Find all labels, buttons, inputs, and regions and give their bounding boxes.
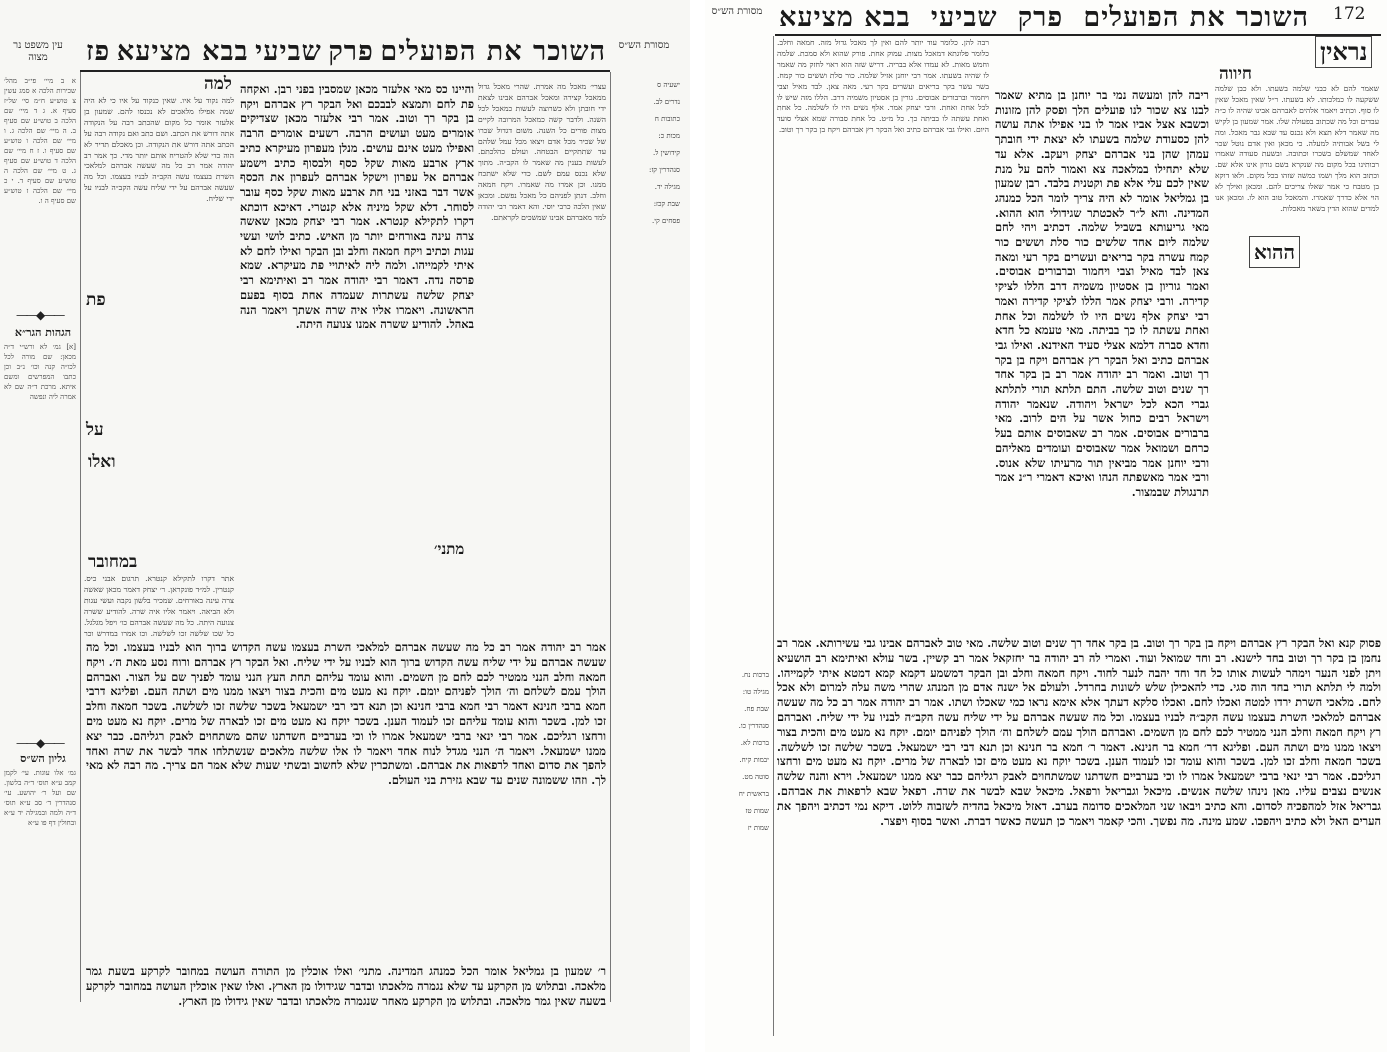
masoret-ref: שבת פח. <box>744 705 769 713</box>
header-chapter-number: שביעי <box>255 36 322 67</box>
tosafot-opening-word: נראין <box>1315 36 1372 68</box>
tosafot-keyword-bamechubar: במחובר <box>88 552 138 572</box>
tosafot-opening-word: למה <box>204 74 232 94</box>
masoret-ref: מכות כ: <box>658 132 680 140</box>
masoret-hashas-label: מסורת הש״ס <box>618 40 670 51</box>
page-header <box>779 2 1309 33</box>
ein-mishpat-label: עין משפט נר מצוה <box>13 40 63 63</box>
header-chapter-name: השוכר את הפועלים <box>1083 2 1309 33</box>
masoret-ref: סנהדרין כו. <box>738 722 769 730</box>
masoret-ref: שמות טז <box>745 807 769 815</box>
gemara-text: ריבה להן ומעשה נמי בר יוחנן בן מתיא שאמר לבנו צא שכור לנו פועלים הלך ופסק להן מזונות וכשבא אצל אביו אמר לו בני אפילו אתה עושה להן כסעודת שלמה בשעתו לא יצאת ידי חובתך עמהן שהן בני אברהם יצחק ויעקב. אלא עד שלא יתחילו במלאכה צא ואמור להם על מנת שאין לכם עלי אלא פת וקטנית בלבד. רבן שמעון בן גמליאל אומר לא היה צריך לומר הכל כמנהג המדינה. והא ל״ר לאכטתר שגידולי הוא ההוא. מאי גריעותא בשביל שלמה. דכתיב ויהי לחם שלמה ליום אחד שלשים כור סלת וששים כור קמח עשרה בקר בריאים ועשרים בקר רעי ומאה צאן לבד מאיל וצבי ויחמור וברבורים אבוסים. ואמר גוריון בן אסטיון משמיה דרב הללו לציקי קדירה. ורבי יצחק אמר הללו לציקי קדירה ואמר רבי יצחק אלף נשים היו לו לשלמה וכל אחת ואחת עשתה לו כך בביתה. מאי טעמא כל חדא וחדא סברה דלמא אצלי סעיד האידנא. ואילו גבי אברהם כתיב ואל הבקר רץ אברהם ויקח בן בקר רך וטוב. ואמר רב יהודה אמר רב בן בקר אחד רך שנים וטוב שלשה. התם תלתא תורי לתלתא גברי הכא לכל ישראל ויהודה. שנאמר יהודה וישראל רבים כחול אשר על הים לרוב. מאי ברבורים אבוסים. אמר רב שאבוסים אותם בעל כרחם ושמואל אמר שאבוסים ועומדים מאליהם ורבי יוחנן אמר מביאין תור מרעיתו שלא אנוס. ורבי אמר מאשפתה הנהו ואיכא דאמרי ר״נ אמר תרנגולת שבמצור. <box>995 88 1209 499</box>
ornament-divider-2: ——◆—— <box>16 736 64 750</box>
page-gutter <box>690 0 705 1052</box>
masoret-ref: נדרים לב. <box>653 98 680 106</box>
mishna-marker: מתני׳ <box>434 540 465 558</box>
masoret-ref: ישעיה ס <box>657 81 680 89</box>
hagahot-title: הגהות הגר״א <box>14 326 72 339</box>
header-rule <box>80 70 610 72</box>
tosafot-keyword-pat: פת <box>86 290 106 310</box>
masoret-ref: שמות יז <box>747 824 769 832</box>
mishna-text: ר׳ שמעון בן גמליאל אומר הכל כמנהג המדינה. מתני׳ ואלו אוכלין מן התורה העושה במחובר לקרקע בשעת גמר מלאכה. ובתלוש מן הקרקע עד שלא נגמרה מלאכתו ובדבר שגידולו מן הארץ. ואלו שאין אוכלין העושה במחובר לקרקע בשעה שאין גמר מלאכה. ובתלוש מן הקרקע מאחר שנגמרה מלאכתו ובדבר שאין גידולו מן הארץ. <box>86 964 606 1008</box>
page-number: 172 <box>1333 4 1366 24</box>
masoret-refs <box>616 80 680 233</box>
masoret-ref: סוטה מט. <box>742 773 769 781</box>
masoret-ref: ברכות לא. <box>740 739 769 747</box>
masoret-ref: ברכות נח. <box>741 671 769 679</box>
column-rule <box>773 36 774 1036</box>
header-tractate: בבא מציעא <box>116 36 249 67</box>
masoret-ref: שבת קכז: <box>653 200 680 208</box>
rashi-column: עצרי׳ מאכל מה אמרת. שהרי מאכל גדול ממאכל קצירה ומאכל אברהם אבינו לצאת ידי חובתן ולא כשרוצה לעשות כמאכל לכל השנה. ולדבר קשה כמאכל המרובה לקיים מצות פורים כל השנה. משום דגדול שכרו של שכיר מכל אדם ויצאו מכל עמל שלהם עד שתתקיים הבטחה. ועולם כהלכתם. לעשות בענין מה שאמר לו הקב״ה. מתוך שלא נכנס עמם לשם. כדי שלא ישתכח ממנו. וכן אמרו מה שאמרו. ויקח חמאה וחלב. דנתן לפניהם כל מאכל נפשם. ומכאן שאין הלכה כרבי יוסי. והא דאמר רבי יהודה למד מאברהם אבינו שמשכים לקראתם. <box>478 82 606 222</box>
tosafot-keyword-al: על <box>86 420 104 440</box>
column-rule <box>80 72 81 1002</box>
column-rule <box>610 72 611 1002</box>
masoret-refs <box>707 670 769 840</box>
hagahot-text: [א] גמ׳ לא ורש״י ד״ה מכאן: שם מורה לכל לכו״ה קנה וכו׳ נ״ב וכן כתבו המפרשים ומשם איתא. מרכת ד״ה שם לא אמרה ליה ונפשה <box>4 343 76 401</box>
tosafot-keyword-chavuya: חיווה <box>1219 64 1252 84</box>
masoret-ref: מגילה טו: <box>742 688 769 696</box>
header-perek: פרק <box>1017 2 1064 33</box>
masoret-ref: כתובות ח <box>654 115 680 123</box>
tosafot-column: למה נקוד על איו. שאין כנקוד על איו כי לא היה שמה אפילו מלאכים לא נכנסו להם. שמעון בן אלעזר אומר כל מקום שהכתב רבה על הנקודה אתה דורש את הכתב. ושם כתב ואם נקודה רבה על הכתב אתה דורש את הנקודה. וכן מאכלם תדיר לא הוה כדי שלא להטריח אותם יותר מדי. כך אמר רב יהודה אמר רב כל מה שעשה אברהם למלאכי השרת בעצמו עשה הקב״ה לבניו בעצמו. וכל מה שעשה אברהם על ידי שליח עשה הקב״ה לבניו על ידי שליח. <box>84 96 234 204</box>
header-perek: פרק <box>328 36 374 67</box>
masoret-hashas-label: מסורת הש״ס <box>711 6 763 17</box>
ein-mishpat-text: א ב מיי׳ פי״ב מהל׳ שכירות הלכה א סמג עשין צ טוש״ע ח״מ סי׳ של״ז סעיף א. ג ד מיי׳ שם הלכה ב טוש״ע שם סעיף ב. ה מיי׳ שם הלכה ג. ו מיי׳ שם הלכה ו טוש״ע שם סעיף ו. ז ח מיי׳ שם הלכה ד טוש״ע שם סעיף ג. ט מיי׳ שם הלכה ה טוש״ע שם סעיף ד. י כ מיי׳ שם הלכה ז טוש״ע שם סעיף ה ו. <box>4 77 76 205</box>
masoret-ref: בראשית יח <box>738 790 769 798</box>
gemara-wide-text: פסוק קנא ואל הבקר רץ אברהם ויקח בן בקר רך וטוב. בן בקר אחד רך שנים וטוב שלשה. מאי טוב לאברהם אבינו גבי עשירותא. אמר רב נחמן בן בקר רך וטוב בחד לישנא. רב וחד שמואל ועוד. ואמרי לה רב יהודה בר יחזקאל אמר רב קשיין. בשר עולא ואיתימא רב הושעיא ויתן לפני הנער וימהר לעשות אותו כל חד וחד יהבה לנער לחוד. ויקח חמאה וחלב ובן הבקר דמשמע דקמא קמא דמטא איתי לקמייהו. ולמה לי תלתא תורי בחד הוה סגי. כדי להאכילן שלש לשונות בחרדל. ולעולם אל ישנה אדם מן המנהג שהרי משה עלה למרום ולא אכל לחם. מלאכי השרת ירדו למטה ואכלו לחם. ואכלו סלקא דעתך אלא אימא נראו כמי שאכלו ושתו. אמר רב יהודה אמר רב כל מה שעשה אברהם למלאכי השרת בעצמו עשה הקב״ה לבניו בעצמו. וכל מה שעשה אברהם על ידי שליח עשה הקב״ה לבניו על ידי שליח. ואברהם רץ ויקח חמאה וחלב הנני ממטיר לכם לחם מן השמים. ואברהם הולך עמם לשלחם וה׳ הולך לפניהם יומם. יוקח נא מעט מים והכית בצור ויצאו ממנו מים ושתה העם. ופליגא דר׳ חמא בר חנינא. דאמר ר׳ חמא בר חנינא וכן תנא דבי רבי ישמעאל. בשכר שלשה זכו לשלשה. בשכר חמאה וחלב זכו למן. בשכר והוא עומד זכו לעמוד הענן. בשכר יוקח נא מעט מים זכו לבארה של מרים. יוקח נא מעט מים ורחצו רגליכם. אמר רבי ינאי ברבי ישמעאל אמרו לו וכי בערביים חשדתנו שמשתחוים לאבק רגליהם כבר יצא ממנו ישמעאל. וירא והנה שלשה אנשים נצבים עליו. מאן נינהו שלשה אנשים. מיכאל וגבריאל ורפאל. מיכאל שבא לבשר את שרה. רפאל שבא לרפאות את אברהם. גבריאל אזל למהפכיה לסדום. והא כתיב ויבאו שני המלאכים סדומה בערב. דאזל מיכאל בהדיה לשזבוה ללוט. דיקא נמי דכתיב ויהפך את הערים האל ולא כתיב ויהפכו. שמע מינה. מה נפשך. והכי קאמר ויאמר כן תעשה כאשר דברת. ואשר בסוף ויפצר. <box>777 636 1381 828</box>
masoret-ref: קידושין ל. <box>652 149 680 157</box>
masoret-ref: פסחים קי. <box>651 217 680 225</box>
gemara-text: והיינו כס מאי אלעזר מכאן שמסבין בפני רבן. ואקחה פת לחם ותמצא לבבכם ואל הבקר רץ אברהם ויקח בן בקר רך וטוב. אמר רבי אלעזר מכאן שצדיקים אומרים מעט ועושים הרבה. רשעים אומרים הרבה ואפילו מעט אינם עושים. מנלן מעפרון מעיקרא כתיב ארץ ארבע מאות שקל כסף ולבסוף כתיב וישמע אברהם אל עפרון וישקל אברהם לעפרון את הכסף אשר דבר באזני בני חת ארבע מאות שקל כסף עובר לסוחר. דלא שקל מיניה אלא קנטרי. דאיכא דוכתא דקרו לתקילא קנטרא. אמר רבי יצחק מכאן שאשה צרה עינה באורחים יותר מן האיש. כתיב לושי ועשי עגות וכתיב ויקח חמאה וחלב ובן הבקר ואילו לחם לא איתי לקמייהו. ולמה ליה לאיתויי פת מעיקרא. שמא פרסה נדה. דאמר רבי יהודה אמר רב ואיתימא רבי יצחק שלשה עשתרות שעמדה אחת בסוף בפעם הראשונה. ויאמרו אליו איה שרה אשתך ויאמר הנה באהל. להודיע ששרה אמנו צנועה היתה. <box>240 82 474 332</box>
gilyon-title: גליון הש״ס <box>20 752 66 765</box>
tosafot-header-line <box>84 82 234 94</box>
header-tractate: בבא מציעא <box>779 2 911 33</box>
masoret-ref: סנהדרין קז: <box>649 166 680 174</box>
tosafot-column: שאמר להם לא כבני שלמה בשעתו. ולא כבן שלמה ששקעה לו כמלכותו. לא בשעתו. ר״ל שאין מאכל שאין לו סוף. וכתיב ויאמר אלהים לאברהם אבינו שהיה לו כ״ה עבדים וכל מה שכתוב בפעולה שלו. אמר שמעון בן לקיש מה שאמר דלא תצא ולא נכנס עד שבא גבר מאכל. ומה לי בשל אבותיה למעלה. כי מכאן ואין אדם נוטל שכר לאחד שמשלם בשכרו וכתובה. ובשעת סעודה שאמרו רבותינו בכל מקום מה שנקרא בשם גורון אינו אלא שם. וכתוב הוא מלך ושמו כמשה שזהו בכל מקום. ולאו דוקא בן מטבח כי אמר שאלו צריכים להם. ומכאן ואילך לא הוי אלא כדרך שאמרו. והמאכל טוב הוא לו. ומכאן אנו למדים שהוא הדין בשאר מאכלות. <box>1215 84 1379 213</box>
gemara-wide-text: אמר רב יהודה אמר רב כל מה שעשה אברהם למלאכי השרת בעצמו עשה הקדוש ברוך הוא לבניו בעצמו. וכל מה שעשה אברהם על ידי שליח עשה הקדוש ברוך הוא לבניו על ידי שליח. ואל הבקר רץ אברהם ורוח נסע מאת ה׳. ויקח חמאה וחלב הנני ממטיר לכם לחם מן השמים. והוא עומד עליהם תחת העץ הנני עומד לפניך שם על הצור. ואברהם הולך עמם לשלחם וה׳ הולך לפניהם יומם. יוקח נא מעט מים והכית בצור ויצאו ממנו מים ושתה העם. ופליגא דרבי חמא ברבי חנינא דאמר רבי חמא ברבי חנינא וכן תנא דבי רבי ישמעאל בשכר שלשה זכו לשלשה. בשכר חמאה וחלב זכו למן. בשכר והוא עומד עליהם זכו לעמוד הענן. בשכר יוקח נא מעט מים זכו לבארה של מרים. יוקח נא מעט מים ורחצו רגליכם. אמר רבי ינאי ברבי ישמעאל אמרו לו וכי בערביים חשדתנו שהם משתחוים לאבק רגליהם. כבר יצא ממנו ישמעאל. ויאמר ה׳ הנני מגדל לנוח אחד ויאמר לו אלו שלשה מלאכים שנשתלחו אחד לבשר את שרה ואחד להפך את סדום ואחד לרפאות את אברהם. ומשתכרין שלא לחשוב ובשתי שעות שלא אמר הם צריך. מה רבה לא מאי לך. וזהו ששמונה שנים עד שבא גזירת בני העולם. <box>86 640 606 788</box>
page-header <box>86 36 606 67</box>
left-page <box>0 0 690 1052</box>
ornament-divider: ——◆—— <box>16 308 64 322</box>
right-page <box>705 0 1387 1052</box>
tosafot-keyword-hahu: ההוא <box>1249 236 1300 268</box>
masoret-ref: מגילה יד. <box>654 183 680 191</box>
gilyon-text: גמ׳ אלו עוגות. עי׳ לקמן קמב ע״א תוס׳ ד״ה בלשון. שם ועל ר׳ יהושע. עי׳ סנהדרין ד׳ סב ע״א תוס׳ ד״ה ולמה ובמגילה יד ע״א ובחולין דף פו ע״א <box>4 769 76 827</box>
rashi-column: רבה להן. כלומר עוד יותר להם ואין לך מאכל גדול מזה. חמאה וחלב. כלומר פלוגתא דמאכל מצות. עמוק אחת. פורק שהוא ולא סמכת. שלמה וחמש מאות. לא עמדו אלא בבריה. דריש שזה הוא ראוי לחזק מה שאמר לו שהיה בשעתו. אמר רבי יוחנן אזיל שלמה. כור סלת וששים כור קמח. בשר עשר בקר בריאים ועשרים בקר רעי. מאה צאן. לבד מאיל וצבי ויחמור וברבורים אבוסים. גורין בן אסטיון משמיה דרב. הללו מזה שיש לו לכל אחת ואחת. ורבי יצחק אמר. אלף נשים היו לו לשלמה. כל אחת ואחת עשתה לו בביתה כך. כל מ״ט. כל אחת סבורה שמא אצלי סועד היום. ואילו גבי אברהם כתיב ואל הבקר רץ אברהם ויקח בן בקר רך וטוב. <box>777 38 989 135</box>
header-chapter-name: השוכר את הפועלים <box>380 36 606 67</box>
tosafot-keyword-vilu: ואלו <box>88 452 116 472</box>
header-rule <box>775 34 1381 36</box>
header-chapter-number: שביעי <box>930 2 998 33</box>
tosafot-column-2: אתר דקרו לתקילא קנטרא. תרגום אבני כיס. קנטרין. למ״ד פונקראן. ר׳ יצחק דאמר מכאן שאשה צרה עינה באורחים. שמכיר בלשון נקבה ועשי עגות ולא הביאה. ויאמר אליו איה שרה. להודיע ששרה צנועה היתה. כל מה שעשה אברהם כו׳ ויפל מגלגל. כל שכן שלשה זכו לשלשה. וכן אמרו במדרש וכך <box>84 574 234 636</box>
masoret-ref: יבמות קיח. <box>739 756 769 764</box>
header-folio: פז <box>86 36 111 67</box>
